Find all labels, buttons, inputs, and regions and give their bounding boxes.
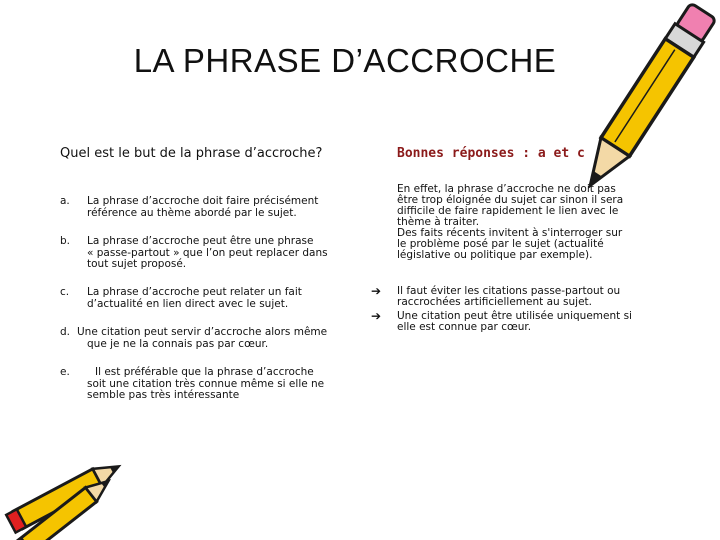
bullet-line: Il faut éviter les citations passe-partout ou xyxy=(397,285,621,297)
arrow-right-icon: ➔ xyxy=(371,284,382,298)
explanation-line: le problème posé par le sujet (actualité xyxy=(397,238,604,250)
explanation-line: difficile de faire rapidement le lien avec le xyxy=(397,205,619,217)
option-letter: e. xyxy=(60,366,70,378)
option-line: La phrase d’accroche peut relater un fait xyxy=(87,286,302,298)
pencils-icon xyxy=(0,430,140,540)
bullet-line: elle est connue par cœur. xyxy=(397,321,532,333)
arrow-right-icon: ➔ xyxy=(371,309,382,323)
option-line: tout sujet proposé. xyxy=(87,258,187,270)
option-letter: a. xyxy=(60,195,70,207)
bullet-item xyxy=(371,309,652,333)
bullet-line: raccrochées artificiellement au sujet. xyxy=(397,296,592,308)
option-letter: b. xyxy=(60,235,71,247)
page-title: LA PHRASE D’ACCROCHE xyxy=(133,42,557,79)
option-line: que je ne la connais pas par cœur. xyxy=(87,337,269,350)
option-letter: d. xyxy=(60,326,71,338)
option-line: Il est préférable que la phrase d’accroche xyxy=(95,366,314,378)
bullet-item xyxy=(371,284,652,308)
option-line: « passe-partout » que l’on peut replacer dans xyxy=(87,246,328,259)
option-line: référence au thème abordé par le sujet. xyxy=(87,206,297,219)
option-line: soit une citation très connue même si elle ne xyxy=(87,377,325,390)
explanation-line: thème à traiter. xyxy=(397,216,480,228)
explanation-line: être trop éloignée du sujet car sinon il sera xyxy=(397,194,624,206)
bullet-line: Une citation peut être utilisée uniquement si xyxy=(397,310,632,322)
question-text: Quel est le but de la phrase d’accroche? xyxy=(60,146,323,161)
option-line: semble pas très intéressante xyxy=(87,389,240,401)
option-line: Une citation peut servir d’accroche alors même xyxy=(77,326,328,338)
option-letter: c. xyxy=(60,286,70,298)
pencil-icon xyxy=(560,0,720,215)
option-line: La phrase d’accroche peut être une phrase xyxy=(87,235,314,247)
explanation-line: Des faits récents invitent à s'interroger sur xyxy=(397,227,623,239)
explanation-line: En effet, la phrase d’accroche ne doit pas xyxy=(397,183,616,195)
answer-header: Bonnes réponses : a et c xyxy=(397,146,585,161)
explanation-line: législative ou politique par exemple). xyxy=(397,249,593,261)
option-line: d’actualité en lien direct avec le sujet. xyxy=(87,297,289,310)
option-line: La phrase d’accroche doit faire précisément xyxy=(87,195,319,207)
